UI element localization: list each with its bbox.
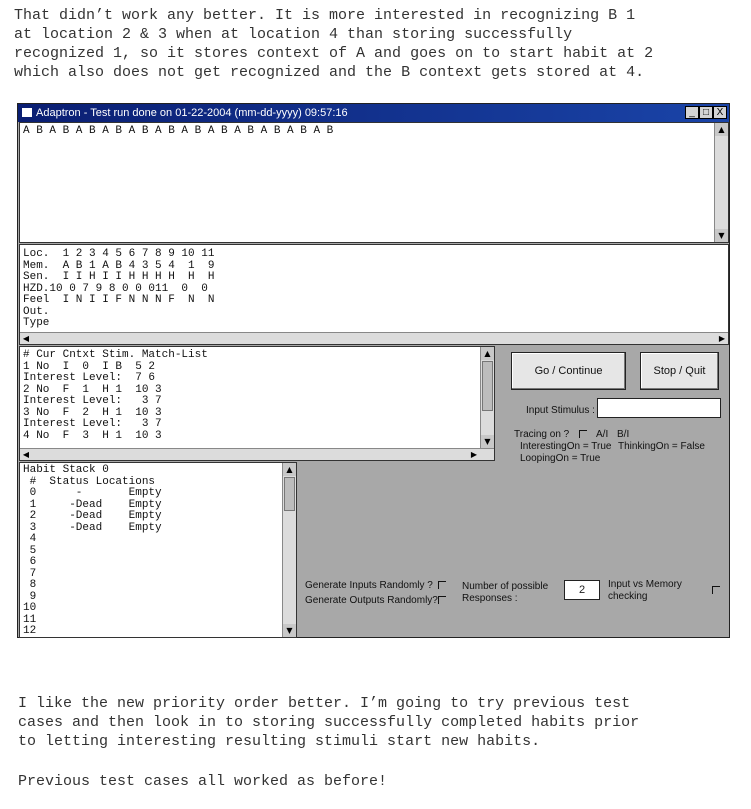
input-stimulus-label: Input Stimulus : <box>526 405 595 416</box>
app-window <box>17 103 730 638</box>
input-log-scrollbar[interactable] <box>714 123 728 242</box>
num-responses-label-line1: Number of possible <box>462 581 549 592</box>
habit-stack-row: 8 <box>23 579 37 591</box>
window-title: Adaptron - Test run done on 01-22-2004 (mm-dd-yyyy) 09:57:16 <box>36 107 348 119</box>
tracing-label: Tracing on ? <box>514 429 570 440</box>
habit-stack-row: 4 <box>23 533 37 545</box>
input-log-text: A B A B A B A B A B A B A B A B A B A B A B A B <box>23 125 334 137</box>
input-stimulus-field[interactable] <box>597 398 721 418</box>
num-responses-label-line2: Responses : <box>462 593 518 604</box>
match-list-hscrollbar[interactable] <box>20 448 494 460</box>
input-log-pane[interactable] <box>19 122 729 243</box>
looping-on-status: LoopingOn = True <box>520 453 601 464</box>
paragraph-intro: That didn’t work any better. It is more interested in recognizing B 1 at location 2 & 3 when at location 4 than storing successfully recognized 1, so it stores context of A and goes on to start habit at 2 which also does not get recognized and the B context gets stored at 4. <box>14 7 654 81</box>
habit-stack-row: 3 -Dead Empty <box>23 521 162 534</box>
match-list-pane[interactable] <box>19 346 495 461</box>
gen-inputs-label: Generate Inputs Randomly ? <box>305 580 433 591</box>
habit-stack-row: 5 <box>23 544 37 557</box>
input-vs-memory-label-line1: Input vs Memory <box>608 579 682 590</box>
habit-stack-pane[interactable] <box>19 462 297 638</box>
paragraph-result: Previous test cases all worked as before! <box>18 773 388 790</box>
paragraph-priority: I like the new priority order better. I’m going to try previous test cases and then look in to storing successfully completed habits prior to letting interesting resulting stimuli start new habits. <box>18 695 640 750</box>
scroll-up-icon[interactable]: ▲ <box>715 123 728 136</box>
ai-label: A/I <box>596 429 609 440</box>
title-bar[interactable] <box>18 104 729 122</box>
num-responses-field[interactable]: 2 <box>564 580 600 600</box>
gen-inputs-checkbox[interactable] <box>438 581 446 589</box>
bi-label: B/I <box>617 429 630 440</box>
gen-outputs-checkbox[interactable] <box>438 596 446 604</box>
scroll-left-icon[interactable]: ◀ <box>22 334 30 343</box>
scroll-down-icon[interactable]: ▼ <box>715 229 728 242</box>
match-list-text: # Cur Cntxt Stim. Match-List 1 No I 0 I B 5 2 Interest Level: 7 6 2 No F 1 H 1 10 3 Interest Level: 3 7 3 No F 2 H 1 10 3 Interest Level: 3 7 4 No F 3 H 1 10 3 <box>23 349 208 442</box>
close-button[interactable]: X <box>713 106 727 119</box>
scroll-right-icon[interactable]: ▶ <box>470 450 478 459</box>
tracing-checkbox[interactable] <box>579 430 587 438</box>
scroll-down-icon[interactable]: ▼ <box>481 435 494 448</box>
habit-stack-row: 7 <box>23 567 37 580</box>
memory-table-text: Loc. 1 2 3 4 5 6 7 8 9 10 11 Mem. A B 1 A B 4 3 5 4 1 9 Sen. I I H I I H H H H H H HZD.10 0 7 9 8 0 0 011 0 0 Feel I N I I F N N N F N N Out. Type <box>23 248 215 329</box>
memory-table-pane[interactable] <box>19 244 729 345</box>
scroll-up-icon[interactable]: ▲ <box>481 347 494 360</box>
scroll-down-icon[interactable]: ▼ <box>283 624 296 637</box>
input-vs-memory-label-line2: checking <box>608 591 648 602</box>
habit-stack-row: 9 <box>23 590 37 603</box>
habit-stack-row: 6 <box>23 556 37 568</box>
app-icon <box>22 108 32 117</box>
scroll-up-icon[interactable]: ▲ <box>283 463 296 476</box>
scroll-left-icon[interactable]: ◀ <box>22 450 30 459</box>
scroll-thumb[interactable] <box>482 361 493 411</box>
habit-stack-row: 11 <box>23 613 37 626</box>
memory-table-hscrollbar[interactable] <box>20 332 728 344</box>
minimize-button[interactable]: _ <box>685 106 699 119</box>
go-continue-button[interactable]: Go / Continue <box>511 352 626 390</box>
habit-stack-title: Habit Stack 0 <box>23 464 109 476</box>
thinking-on-status: ThinkingOn = False <box>618 441 705 452</box>
maximize-button[interactable]: □ <box>699 106 713 119</box>
habit-stack-scrollbar[interactable] <box>282 463 296 637</box>
habit-stack-row: 2 -Dead Empty <box>23 510 162 522</box>
stop-quit-button[interactable]: Stop / Quit <box>640 352 719 390</box>
habit-stack-row: 0 - Empty <box>23 487 162 499</box>
habit-stack-header: # Status Locations <box>23 475 156 488</box>
scroll-right-icon[interactable]: ▶ <box>718 334 726 343</box>
habit-stack-row: 10 <box>23 602 37 614</box>
habit-stack-row: 12 <box>23 625 37 637</box>
match-list-scrollbar[interactable] <box>480 347 494 448</box>
interesting-on-status: InterestingOn = True <box>520 441 612 452</box>
habit-stack-rows <box>23 488 162 638</box>
gen-outputs-label: Generate Outputs Randomly? <box>305 595 438 606</box>
scroll-thumb[interactable] <box>284 477 295 511</box>
habit-stack-row: 1 -Dead Empty <box>23 498 162 511</box>
input-vs-memory-checkbox[interactable] <box>712 586 720 594</box>
